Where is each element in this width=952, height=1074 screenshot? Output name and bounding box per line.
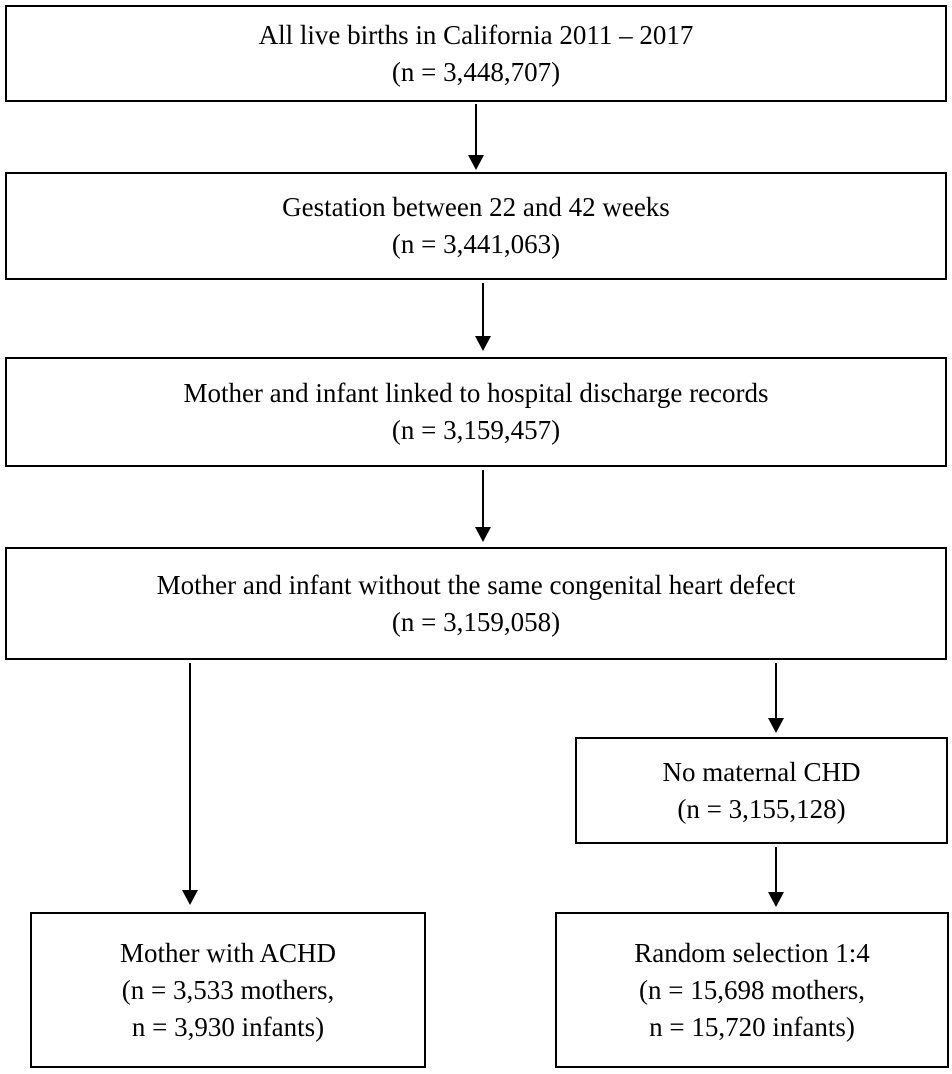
box-linked-records-line1: Mother and infant linked to hospital discharge records (183, 378, 769, 408)
box-without-same-defect (5, 547, 947, 660)
arrow-head-icon (475, 527, 491, 542)
arrow-shaft (475, 104, 477, 155)
arrow-shaft (775, 847, 777, 892)
box-without-same-defect-line2: (n = 3,159,058) (391, 606, 561, 637)
arrow-shaft (775, 663, 777, 718)
box-random-selection (555, 912, 949, 1068)
box-no-maternal-chd-line1: No maternal CHD (662, 756, 861, 787)
box-all-live-births-line1: All live births in California 2011 – 2017 (258, 19, 694, 50)
arrow-shaft (482, 283, 484, 336)
box-all-live-births (5, 5, 947, 102)
box-mother-with-achd-line3: n = 3,930 infants) (131, 1011, 325, 1042)
arrow-head-icon (475, 336, 491, 351)
down-arrow-births-to-gestation (467, 104, 485, 170)
down-arrow-linked-to-without-defect (474, 470, 492, 542)
box-gestation (5, 172, 947, 280)
arrow-shaft (482, 470, 484, 527)
box-mother-with-achd-line2: (n = 3,533 mothers, (121, 974, 335, 1005)
box-linked-records-line2: (n = 3,159,457) (391, 415, 561, 445)
box-all-live-births-line2: (n = 3,448,707) (391, 56, 561, 87)
box-random-selection-line1: Random selection 1:4 (634, 937, 870, 968)
down-arrow-to-no-maternal-chd (767, 663, 785, 733)
box-mother-with-achd (30, 912, 426, 1068)
box-mother-with-achd-line1: Mother with ACHD (120, 937, 336, 968)
down-arrow-to-mother-achd (181, 663, 199, 905)
box-gestation-line2: (n = 3,441,063) (391, 229, 561, 259)
arrow-head-icon (182, 890, 198, 905)
box-gestation-line1: Gestation between 22 and 42 weeks (282, 192, 670, 222)
box-no-maternal-chd-line2: (n = 3,155,128) (677, 793, 846, 824)
box-random-selection-line2: (n = 15,698 mothers, (639, 974, 865, 1005)
arrow-head-icon (768, 718, 784, 733)
down-arrow-gestation-to-linked (474, 283, 492, 351)
down-arrow-to-random-selection (767, 847, 785, 907)
box-no-maternal-chd (575, 737, 948, 844)
box-without-same-defect-line1: Mother and infant without the same congenital heart defect (156, 569, 796, 600)
arrow-head-icon (468, 155, 484, 170)
box-random-selection-line3: n = 15,720 infants) (649, 1011, 855, 1042)
arrow-shaft (189, 663, 191, 890)
box-linked-records (5, 357, 947, 467)
arrow-head-icon (768, 892, 784, 907)
